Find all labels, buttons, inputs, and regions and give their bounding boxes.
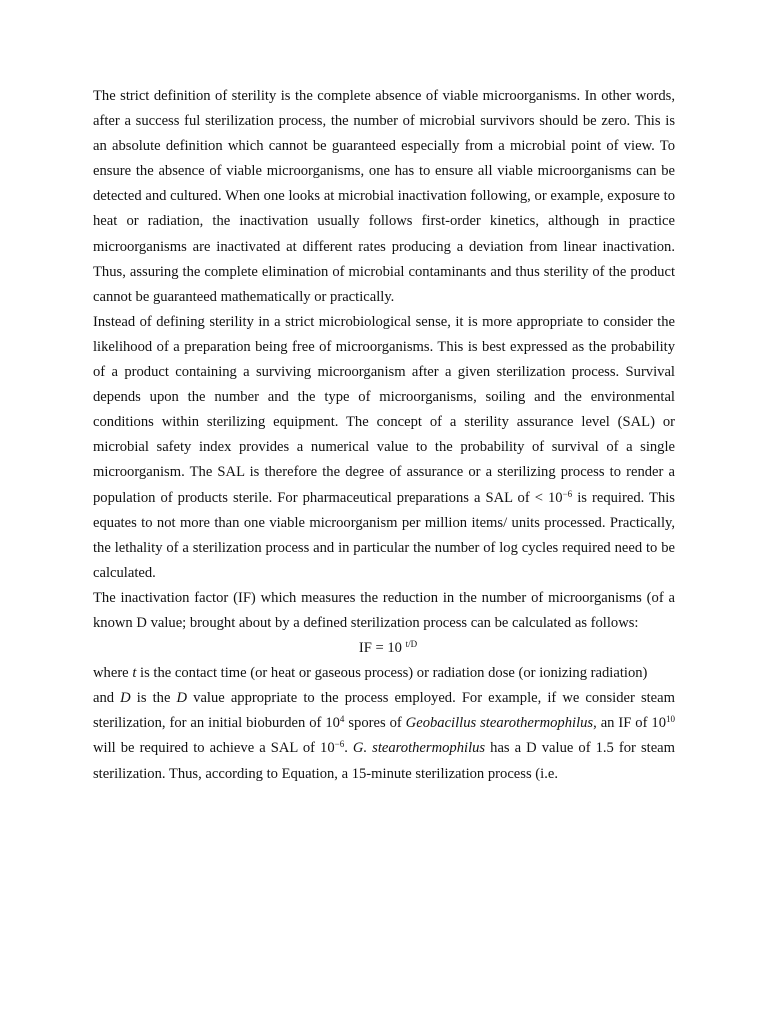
variable-d: D — [176, 690, 188, 707]
paragraph-text: and — [93, 690, 121, 707]
paragraph-text: spores of — [344, 715, 406, 732]
equation-base: IF = 10 — [358, 640, 406, 657]
paragraph-inactivation-factor: The inactivation factor (IF) which measures the reduction in the number of microorganisms (of a known D value; brought about by a defined sterilization process can be calculated as follows: — [93, 589, 675, 631]
paragraph-text: Instead of defining sterility in a strict microbiological sense, it is more appropriate to consider the likelihood of a preparation being free of microorganisms. This is best expressed as the probability of a product containing a surviving microorganism after a given sterilization process. Survival depends upon the number and the type of microorganisms, soiling and the environmental conditions within sterilizing equipment. The concept of a sterility assurance level (SAL) or microbial safety index provides a numerical value to the probability of survival of a single microorganism. The SAL is therefore the degree of assurance or a sterilizing process to render a population of products sterile. For pharmaceutical preparations a SAL of < 10 — [93, 313, 675, 506]
paragraph-text: value appropriate to the process employed. For example, if we consider steam sterilization, for an initial bioburden of 10 — [93, 690, 675, 732]
superscript: −6 — [334, 739, 345, 750]
paragraph-text: is the — [130, 690, 177, 707]
equation-exponent: t/D — [405, 639, 418, 650]
superscript: −6 — [562, 488, 573, 499]
paragraph-sterility-assurance — [93, 310, 675, 586]
paragraph-text: will be required to achieve a SAL of 10 — [93, 740, 335, 757]
paragraph-where — [93, 661, 675, 686]
paragraph-d-value — [93, 686, 675, 786]
paragraph-text: is the contact time (or heat or gaseous process) or radiation dose (or ionizing radiation) — [136, 665, 648, 682]
paragraph-text: is required. This equates to not more than one viable microorganism per million items/ units processed. Practically, the lethality of a sterilization process and in particular the number of log cycles required need to be calculated. — [93, 489, 675, 581]
variable-t: t — [132, 665, 137, 682]
paragraph-text: . — [344, 740, 353, 757]
paragraph-text: has a D value of 1.5 for steam sterilization. Thus, according to Equation, a 15-minute sterilization process (i.e. — [93, 740, 675, 782]
equation — [93, 636, 675, 661]
species-name: Geobacillus stearothermophilus — [405, 715, 594, 732]
paragraph-text: , an IF of 10 — [593, 715, 666, 732]
superscript: 10 — [666, 714, 675, 725]
species-name: G. stearothermophilus — [352, 740, 486, 757]
superscript: 4 — [339, 714, 345, 725]
document-page — [93, 84, 675, 787]
variable-d: D — [120, 690, 131, 707]
paragraph-sterility-definition: The strict definition of sterility is the complete absence of viable microorganisms. In other words, after a success ful sterilization process, the number of microbial survivors should be zero. This is an absolute definition which cannot be guaranteed especially from a microbial point of view. To ensure the absence of viable microorganisms, one has to ensure all viable microorganisms can be detected and cultured. When one looks at microbial inactivation following, or example, exposure to heat or radiation, the inactivation usually follows first-order kinetics, although in practice microorganisms are inactivated at different rates producing a deviation from linear inactivation. Thus, assuring the complete elimination of microbial contaminants and thus sterility of the product cannot be guaranteed mathematically or practically. — [93, 88, 675, 305]
paragraph-text: where — [93, 665, 133, 682]
